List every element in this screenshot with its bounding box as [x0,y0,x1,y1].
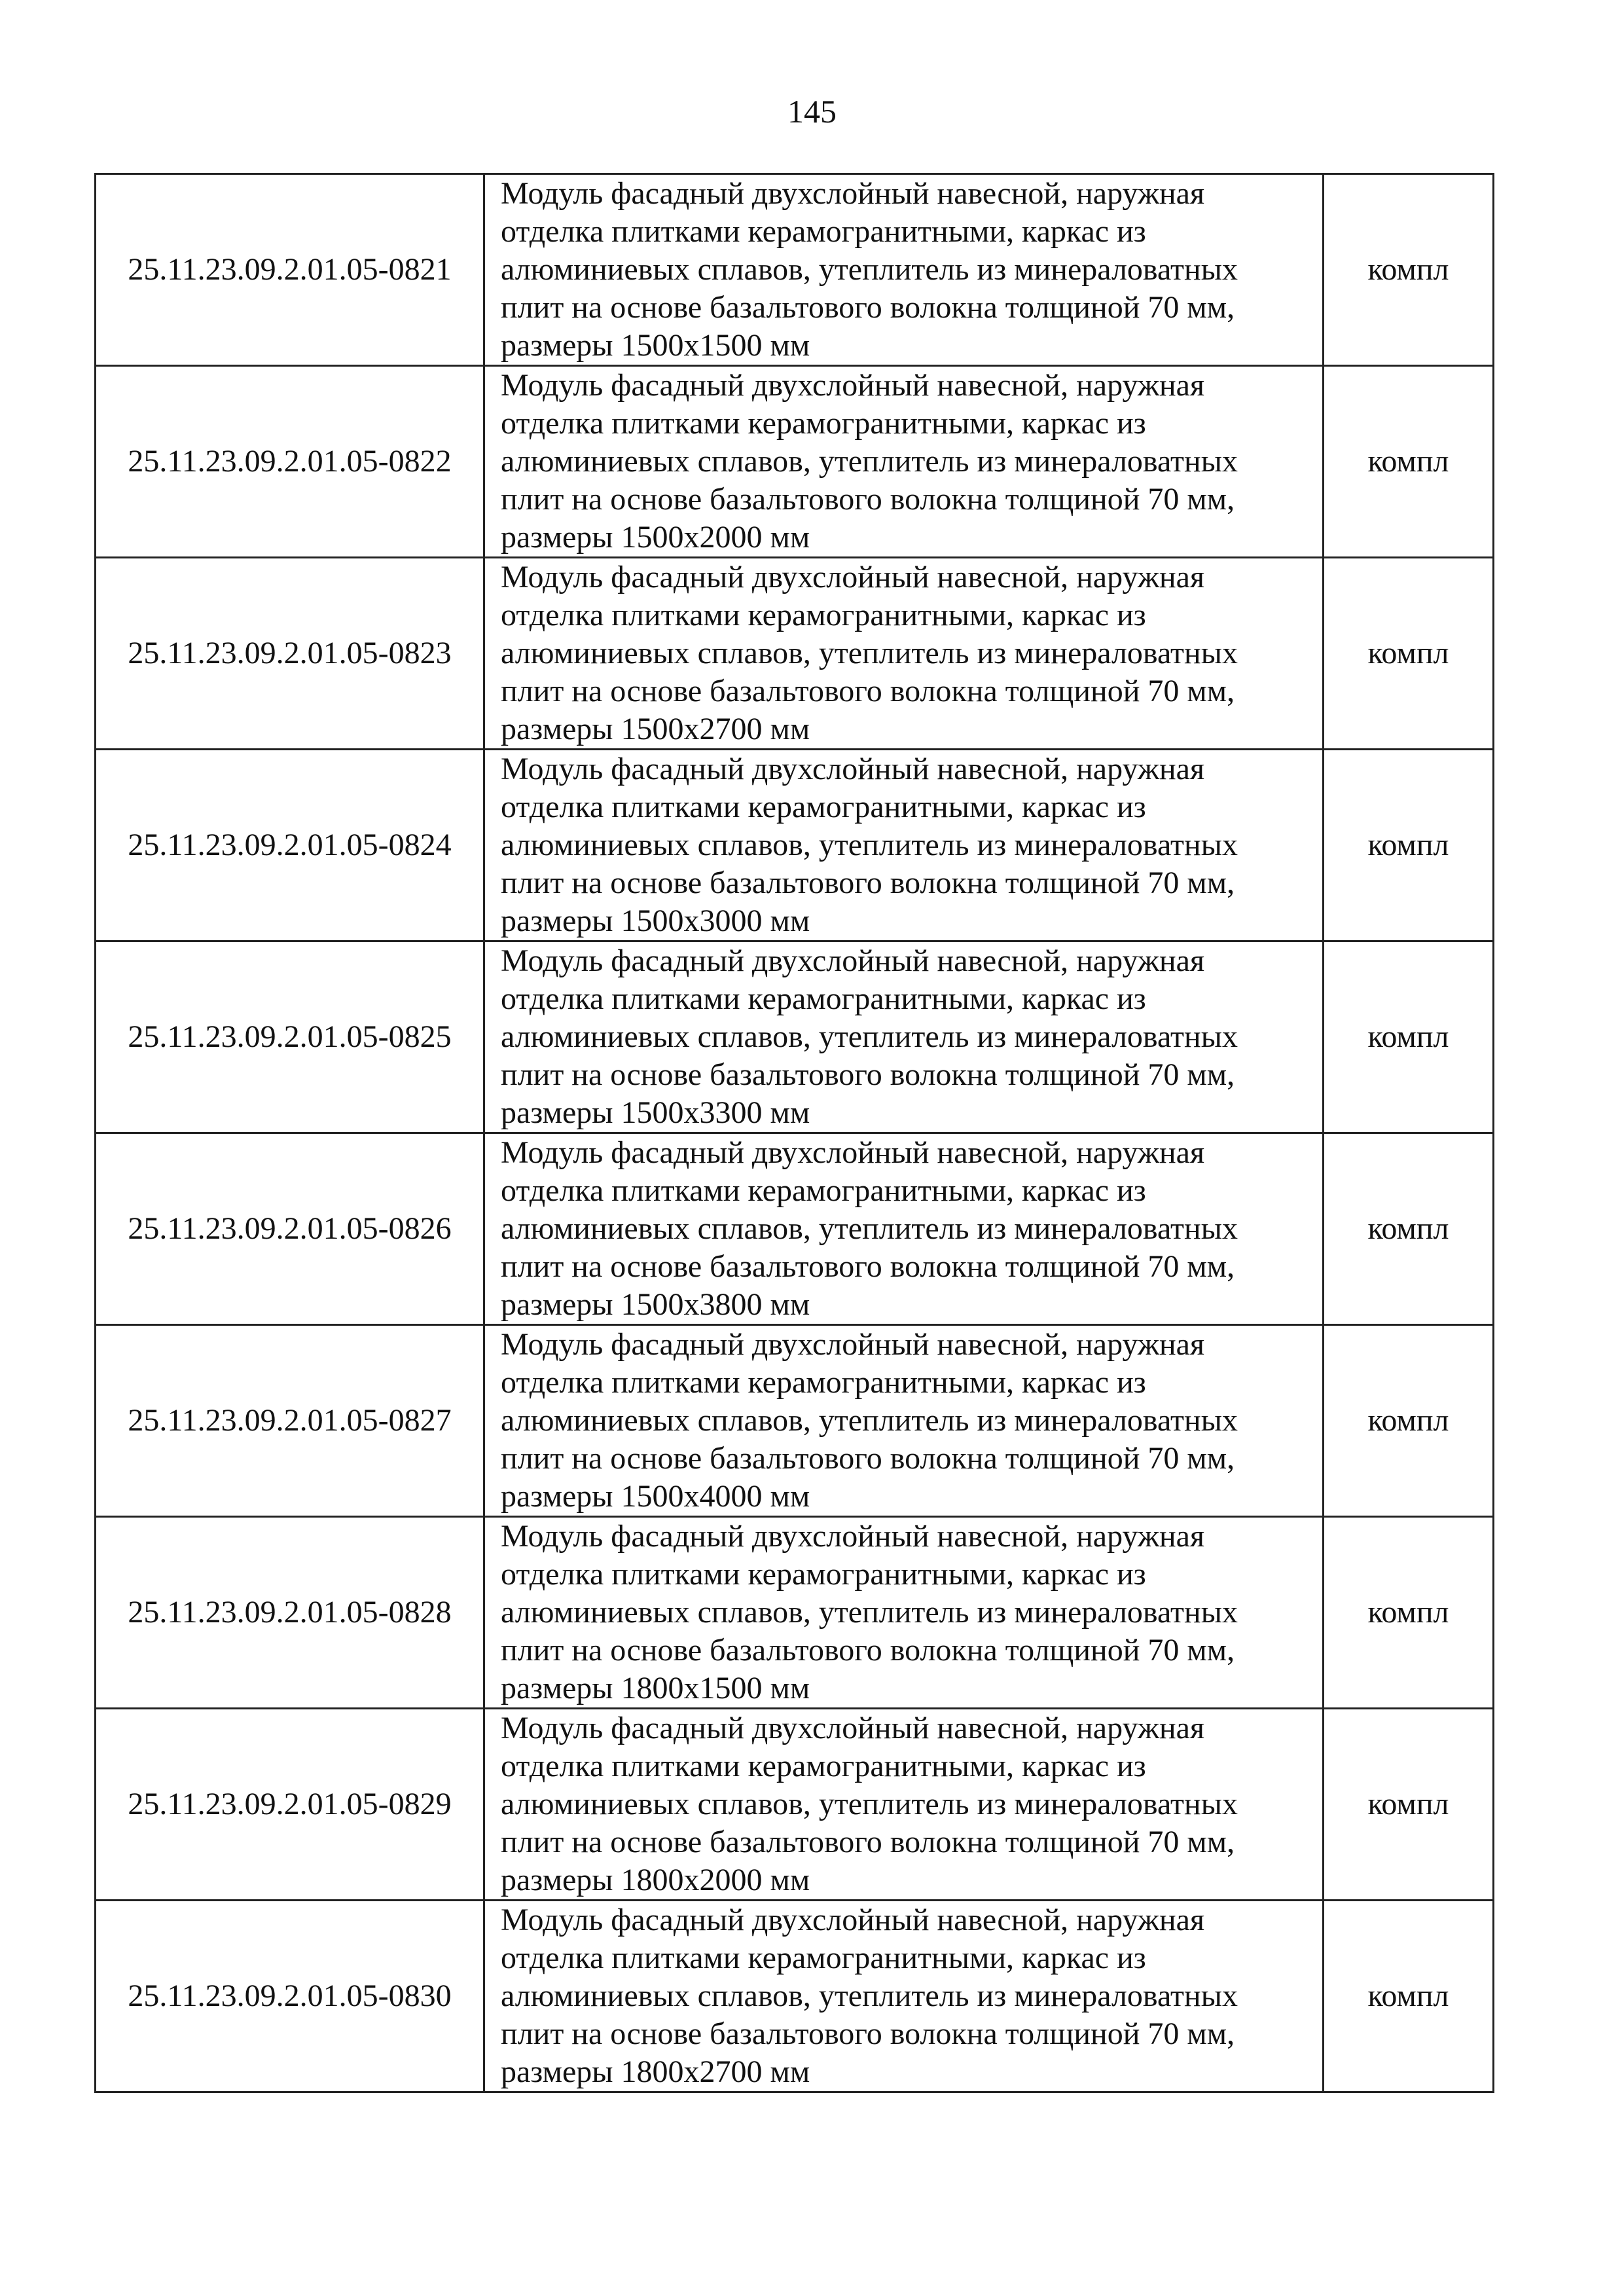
row-unit: компл [1324,941,1494,1133]
description-line: Модуль фасадный двухслойный навесной, наружная [501,1903,1205,1937]
description-line: отделка плитками керамогранитными, каркас из [501,214,1146,249]
description-line: Модуль фасадный двухслойный навесной, наружная [501,1519,1205,1554]
row-code: 25.11.23.09.2.01.05-0823 [96,558,484,750]
row-code: 25.11.23.09.2.01.05-0830 [96,1901,484,2092]
description-line: размеры 1500x2000 мм [501,520,810,555]
table-row [96,750,1494,941]
description-line: алюминиевых сплавов, утеплитель из минераловатных [501,1019,1238,1054]
row-description [484,1517,1324,1709]
row-code: 25.11.23.09.2.01.05-0826 [96,1133,484,1325]
description-line: алюминиевых сплавов, утеплитель из минераловатных [501,444,1238,479]
row-description [484,941,1324,1133]
table-row [96,1709,1494,1901]
table-row [96,941,1494,1133]
row-description [484,558,1324,750]
row-description [484,1133,1324,1325]
description-line: Модуль фасадный двухслойный навесной, наружная [501,752,1205,786]
description-line: отделка плитками керамогранитными, каркас из [501,1749,1146,1783]
row-code: 25.11.23.09.2.01.05-0827 [96,1325,484,1517]
description-line: плит на основе базальтового волокна толщиной 70 мм, [501,1249,1235,1284]
row-description [484,1901,1324,2092]
description-line: отделка плитками керамогранитными, каркас из [501,1365,1146,1400]
description-line: размеры 1500x1500 мм [501,328,810,363]
table-row [96,558,1494,750]
description-line: отделка плитками керамогранитными, каркас из [501,598,1146,632]
description-line: плит на основе базальтового волокна толщиной 70 мм, [501,290,1235,325]
description-line: отделка плитками керамогранитными, каркас из [501,406,1146,441]
description-line: Модуль фасадный двухслойный навесной, наружная [501,560,1205,594]
description-line: отделка плитками керамогранитными, каркас из [501,1941,1146,1975]
row-unit: компл [1324,1517,1494,1709]
description-line: отделка плитками керамогранитными, каркас из [501,790,1146,824]
row-description [484,1325,1324,1517]
description-line: размеры 1800x2000 мм [501,1863,810,1897]
row-unit: компл [1324,1133,1494,1325]
description-line: плит на основе базальтового волокна толщиной 70 мм, [501,1057,1235,1092]
row-code: 25.11.23.09.2.01.05-0824 [96,750,484,941]
row-unit: компл [1324,1901,1494,2092]
description-line: отделка плитками керамогранитными, каркас из [501,1557,1146,1592]
description-line: плит на основе базальтового волокна толщиной 70 мм, [501,1633,1235,1667]
row-unit: компл [1324,750,1494,941]
description-line: алюминиевых сплавов, утеплитель из минераловатных [501,1211,1238,1246]
row-code: 25.11.23.09.2.01.05-0821 [96,174,484,366]
description-line: плит на основе базальтового волокна толщиной 70 мм, [501,482,1235,517]
description-line: плит на основе базальтового волокна толщиной 70 мм, [501,1825,1235,1859]
description-line: плит на основе базальтового волокна толщиной 70 мм, [501,2016,1235,2051]
description-line: алюминиевых сплавов, утеплитель из минераловатных [501,828,1238,862]
description-line: размеры 1500x2700 мм [501,712,810,746]
description-line: размеры 1500x3300 мм [501,1095,810,1130]
description-line: размеры 1500x4000 мм [501,1479,810,1514]
description-line: Модуль фасадный двухслойный навесной, наружная [501,368,1205,403]
row-description [484,174,1324,366]
row-description [484,750,1324,941]
row-description [484,1709,1324,1901]
description-line: размеры 1500x3000 мм [501,903,810,938]
row-code: 25.11.23.09.2.01.05-0822 [96,366,484,558]
description-line: алюминиевых сплавов, утеплитель из минераловатных [501,1978,1238,2013]
description-line: отделка плитками керамогранитными, каркас из [501,1173,1146,1208]
table-row [96,1325,1494,1517]
table-row [96,366,1494,558]
description-line: алюминиевых сплавов, утеплитель из минераловатных [501,252,1238,287]
row-unit: компл [1324,558,1494,750]
description-line: размеры 1800x2700 мм [501,2054,810,2089]
description-line: алюминиевых сплавов, утеплитель из минераловатных [501,1595,1238,1630]
row-description [484,366,1324,558]
row-unit: компл [1324,366,1494,558]
row-unit: компл [1324,174,1494,366]
row-unit: компл [1324,1325,1494,1517]
description-line: Модуль фасадный двухслойный навесной, наружная [501,1711,1205,1745]
table-row [96,1517,1494,1709]
description-line: Модуль фасадный двухслойный навесной, наружная [501,176,1205,211]
table-row [96,1133,1494,1325]
description-line: размеры 1500x3800 мм [501,1287,810,1322]
description-line: алюминиевых сплавов, утеплитель из минераловатных [501,1403,1238,1438]
description-line: Модуль фасадный двухслойный навесной, наружная [501,1327,1205,1362]
row-code: 25.11.23.09.2.01.05-0829 [96,1709,484,1901]
description-line: отделка плитками керамогранитными, каркас из [501,981,1146,1016]
materials-table [94,173,1494,2093]
description-line: плит на основе базальтового волокна толщиной 70 мм, [501,866,1235,900]
description-line: Модуль фасадный двухслойный навесной, наружная [501,1135,1205,1170]
description-line: плит на основе базальтового волокна толщиной 70 мм, [501,1441,1235,1476]
description-line: размеры 1800x1500 мм [501,1671,810,1705]
page-number: 145 [787,93,837,130]
row-unit: компл [1324,1709,1494,1901]
description-line: плит на основе базальтового волокна толщиной 70 мм, [501,674,1235,708]
description-line: алюминиевых сплавов, утеплитель из минераловатных [501,1787,1238,1821]
row-code: 25.11.23.09.2.01.05-0825 [96,941,484,1133]
table-row [96,174,1494,366]
description-line: алюминиевых сплавов, утеплитель из минераловатных [501,636,1238,670]
row-code: 25.11.23.09.2.01.05-0828 [96,1517,484,1709]
table-row [96,1901,1494,2092]
description-line: Модуль фасадный двухслойный навесной, наружная [501,943,1205,978]
